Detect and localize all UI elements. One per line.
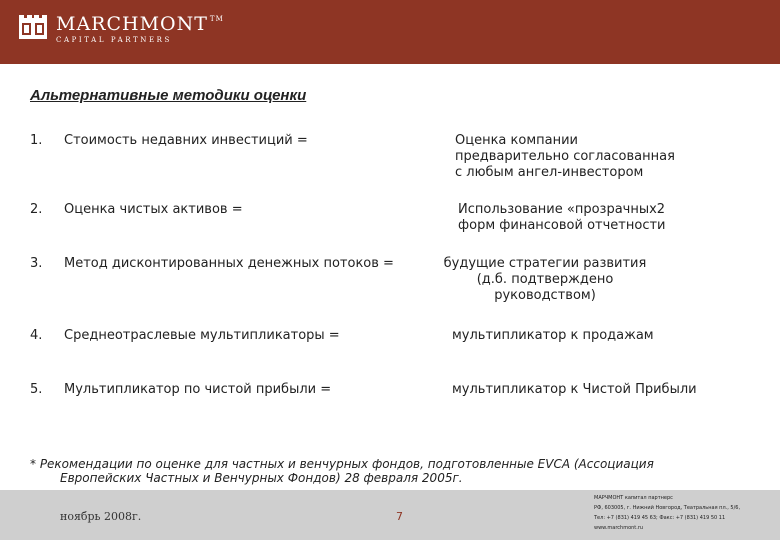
row-number: 1. [30, 133, 43, 148]
header-bar [0, 0, 780, 64]
method-label: Оценка чистых активов = [64, 202, 243, 217]
brand-subtitle: CAPITAL PARTNERS [56, 36, 172, 44]
footer-bar [0, 490, 780, 540]
row-number: 3. [30, 256, 43, 271]
contact-company: МАРЧМОНТ капитал партнерс [594, 495, 673, 501]
footer-date: ноябрь 2008г. [60, 510, 142, 523]
contact-address: РФ, 603005, г. Нижний Новгород, Театральная пл., 5/6, [594, 505, 741, 511]
page-number: 7 [396, 510, 403, 523]
result-line: мультипликатор к продажам [452, 328, 654, 343]
brand-name: MARCHMONT [56, 13, 208, 35]
result-line: мультипликатор к Чистой Прибыли [452, 382, 697, 397]
footnote-line: Европейских Частных и Венчурных Фондов) 28 февраля 2005г. [60, 471, 463, 485]
footnote [30, 457, 700, 485]
method-label: Метод дисконтированных денежных потоков = [64, 256, 394, 271]
method-result [452, 328, 654, 344]
row-number: 5. [30, 382, 43, 397]
result-line: будущие стратегии развития [443, 256, 647, 271]
contact-phone: Тел: +7 (831) 419 45 63; Факс: +7 (831) 419 50 11 [594, 515, 726, 521]
method-result [452, 382, 697, 398]
result-line: (д.б. подтверждено руководством) [476, 272, 614, 303]
method-label: Среднеотраслевые мультипликаторы = [64, 328, 340, 343]
footnote-line: * Рекомендации по оценке для частных и венчурных фондов, подготовленные EVCA (Ассоциация [30, 457, 654, 471]
castle-logo-icon [18, 14, 48, 40]
method-label: Стоимость недавних инвестиций = [64, 133, 308, 148]
result-line: предварительно согласованная [455, 149, 675, 164]
company-logo [18, 14, 224, 44]
result-line: Оценка компании [455, 133, 579, 148]
method-result [455, 133, 675, 181]
result-line: форм финансовой отчетности [458, 218, 666, 233]
row-number: 2. [30, 202, 43, 217]
result-line: с любым ангел-инвестором [455, 165, 644, 180]
contact-block [594, 493, 740, 533]
page-title: Альтернативные методики оценки [30, 87, 307, 104]
row-number: 4. [30, 328, 43, 343]
method-label: Мультипликатор по чистой прибыли = [64, 382, 332, 397]
brand-trademark: TM [209, 15, 224, 23]
method-result [425, 256, 665, 304]
result-line: Использование «прозрачных2 [458, 202, 666, 217]
contact-website: www.marchmont.ru [594, 525, 644, 531]
method-result [458, 202, 666, 234]
